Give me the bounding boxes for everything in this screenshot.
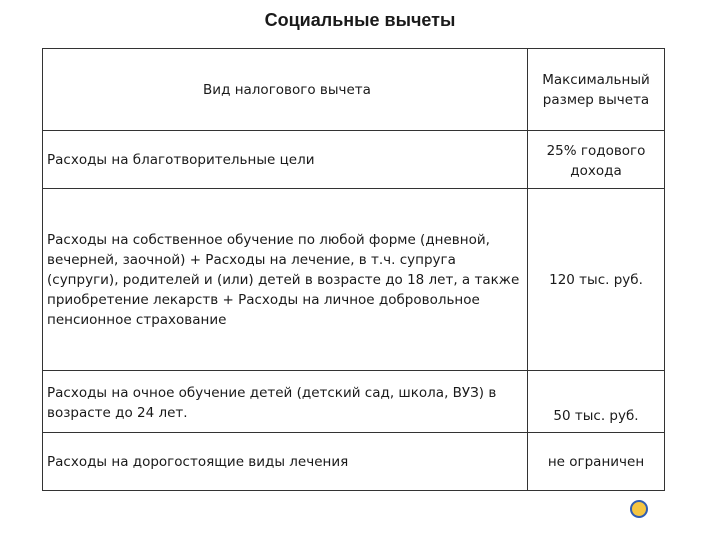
deduction-type-text: Расходы на дорогостоящие виды лечения — [47, 453, 349, 470]
header-max-amount-label: Максимальный размер вычета — [542, 71, 650, 108]
max-amount-cell — [528, 371, 665, 433]
page-title: Социальные вычеты — [264, 10, 456, 30]
max-amount-text: 120 тыс. руб. — [549, 271, 643, 288]
deduction-type-cell — [43, 433, 528, 491]
deduction-type-text: Расходы на собственное обучение по любой форме (дневной, вечерней, заочной) + Расходы на лечение, в т.ч. супруга (супруги), родителей и (или) детей в возрасте до 18 лет, а также приобретение лекарств + Расходы на личное добровольное пенсионное страхование — [47, 231, 520, 328]
deductions-table — [42, 48, 665, 491]
max-amount-text: 50 тыс. руб. — [553, 408, 639, 424]
table-row — [43, 131, 665, 189]
deduction-type-text: Расходы на благотворительные цели — [47, 151, 315, 168]
header-deduction-type — [43, 49, 528, 131]
deduction-type-text: Расходы на очное обучение детей (детский сад, школа, ВУЗ) в возрасте до 24 лет. — [47, 385, 497, 421]
table-row — [43, 371, 665, 433]
header-deduction-type-label: Вид налогового вычета — [203, 81, 371, 98]
table-header-row — [43, 49, 665, 131]
deduction-type-cell — [43, 371, 528, 433]
slide-nav-dot-icon[interactable] — [630, 500, 648, 518]
max-amount-cell — [528, 131, 665, 189]
max-amount-text: 25% годового дохода — [546, 143, 646, 179]
header-max-amount — [528, 49, 665, 131]
table-row — [43, 433, 665, 491]
max-amount-text: не ограничен — [547, 453, 645, 470]
max-amount-cell — [528, 433, 665, 491]
deduction-type-cell — [43, 131, 528, 189]
table-row — [43, 189, 665, 371]
max-amount-cell — [528, 189, 665, 371]
deduction-type-cell — [43, 189, 528, 371]
